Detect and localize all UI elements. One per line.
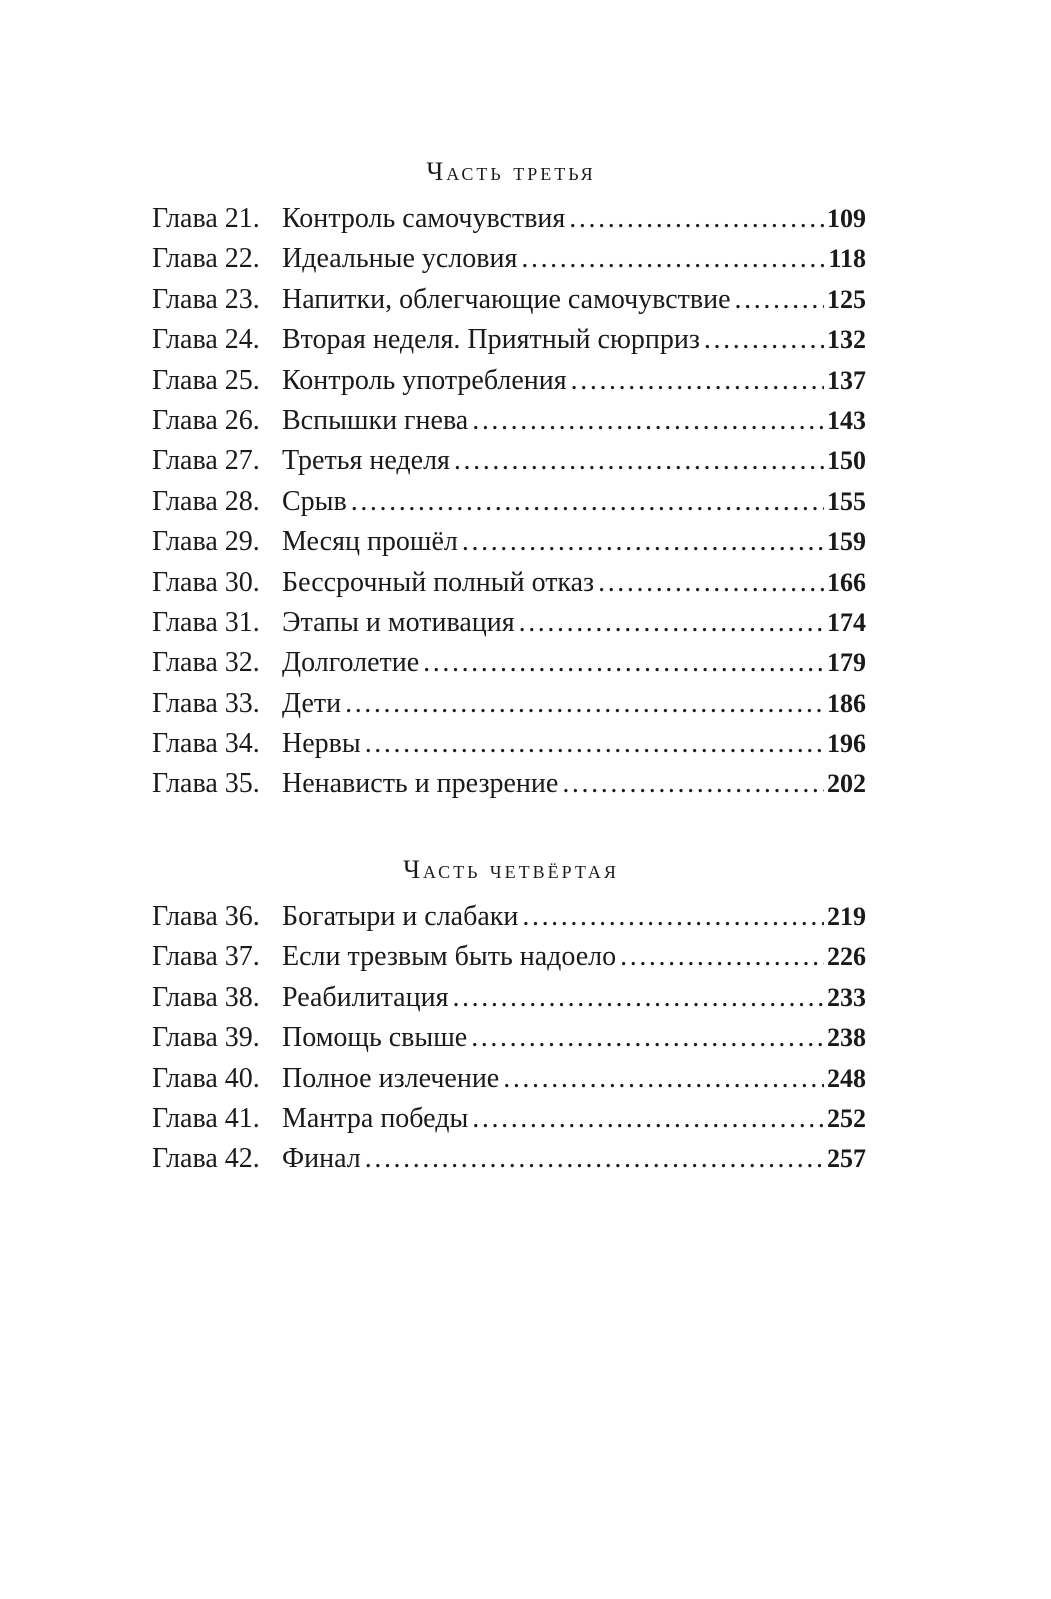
chapter-title: Если трезвым быть надоело xyxy=(282,941,617,973)
dot-leader xyxy=(562,764,824,804)
chapter-title: Помощь свыше xyxy=(282,1022,468,1054)
toc-entry[interactable] xyxy=(152,361,866,401)
chapter-number: Глава 34. xyxy=(152,728,260,760)
chapter-number: Глава 32. xyxy=(152,647,260,679)
page-number: 226 xyxy=(827,942,866,972)
dot-leader xyxy=(462,522,824,562)
toc-entry[interactable] xyxy=(152,764,866,804)
chapter-title: Долголетие xyxy=(282,647,420,679)
page-number: 150 xyxy=(827,446,866,476)
toc-entry[interactable] xyxy=(152,1099,866,1139)
chapter-title: Богатыри и слабаки xyxy=(282,901,519,932)
dot-leader xyxy=(365,1139,824,1179)
chapter-number: Глава 28. xyxy=(152,485,260,517)
chapter-title: Срыв xyxy=(282,485,347,517)
toc-entry[interactable] xyxy=(152,1139,866,1179)
page-number: 233 xyxy=(827,982,866,1012)
part-title: Часть четвёртая xyxy=(403,855,619,884)
page-number: 252 xyxy=(827,1103,866,1133)
part-three-section xyxy=(152,155,866,805)
toc-entry[interactable] xyxy=(152,978,866,1018)
dot-leader xyxy=(522,897,824,937)
chapter-number: Глава 24. xyxy=(152,324,260,356)
chapter-list xyxy=(152,199,866,805)
page-number: 174 xyxy=(827,607,866,637)
page-number: 109 xyxy=(827,204,866,233)
chapter-title: Реабилитация xyxy=(282,981,449,1013)
chapter-number: Глава 22. xyxy=(152,243,260,275)
chapter-title: Финал xyxy=(282,1143,361,1175)
chapter-title: Напитки, облегчающие самочувствие xyxy=(282,283,731,315)
toc-entry[interactable] xyxy=(152,684,866,724)
toc-entry[interactable] xyxy=(152,441,866,481)
dot-leader xyxy=(472,401,824,441)
chapter-number: Глава 31. xyxy=(152,606,260,638)
toc-entry[interactable] xyxy=(152,724,866,764)
chapter-title: Идеальные условия xyxy=(282,243,518,275)
dot-leader xyxy=(452,978,824,1018)
part-four-section xyxy=(152,853,866,1180)
dot-leader xyxy=(471,1018,824,1058)
page-number: 137 xyxy=(827,365,866,395)
dot-leader xyxy=(620,937,824,977)
chapter-title: Контроль самочувствия xyxy=(282,203,566,234)
page-number: 143 xyxy=(827,405,866,435)
page-number: 186 xyxy=(827,688,866,718)
page-number: 132 xyxy=(827,325,866,355)
chapter-title: Вторая неделя. Приятный сюрприз xyxy=(282,324,700,356)
chapter-number: Глава 42. xyxy=(152,1143,260,1175)
toc-entry[interactable] xyxy=(152,280,866,320)
chapter-number: Глава 30. xyxy=(152,566,260,598)
toc-entry[interactable] xyxy=(152,482,866,522)
chapter-number: Глава 37. xyxy=(152,941,260,973)
chapter-number: Глава 23. xyxy=(152,283,260,315)
dot-leader xyxy=(569,199,824,239)
dot-leader xyxy=(704,320,824,360)
dot-leader xyxy=(571,361,824,401)
toc-entry[interactable] xyxy=(152,643,866,683)
chapter-number: Глава 21. xyxy=(152,203,260,234)
chapter-number: Глава 40. xyxy=(152,1062,260,1094)
dot-leader xyxy=(519,603,824,643)
toc-entry[interactable] xyxy=(152,239,866,279)
chapter-title: Бессрочный полный отказ xyxy=(282,566,595,598)
dot-leader xyxy=(454,441,824,481)
toc-entry[interactable] xyxy=(152,1059,866,1099)
chapter-title: Дети xyxy=(282,687,342,719)
chapter-title: Этапы и мотивация xyxy=(282,606,515,638)
toc-entry[interactable] xyxy=(152,320,866,360)
dot-leader xyxy=(521,239,825,279)
dot-leader xyxy=(735,280,824,320)
dot-leader xyxy=(423,643,824,683)
dot-leader xyxy=(503,1059,824,1099)
dot-leader xyxy=(472,1099,824,1139)
chapter-number: Глава 35. xyxy=(152,768,260,800)
dot-leader xyxy=(351,482,824,522)
chapter-title: Полное излечение xyxy=(282,1062,500,1094)
chapter-number: Глава 41. xyxy=(152,1102,260,1134)
chapter-title: Контроль употребления xyxy=(282,364,567,396)
chapter-number: Глава 26. xyxy=(152,404,260,436)
chapter-number: Глава 25. xyxy=(152,364,260,396)
dot-leader xyxy=(365,724,824,764)
page-number: 125 xyxy=(827,284,866,314)
toc-entry[interactable] xyxy=(152,563,866,603)
page-number: 238 xyxy=(827,1023,866,1053)
page-number: 202 xyxy=(827,769,866,799)
chapter-title: Ненависть и презрение xyxy=(282,768,559,800)
chapter-number: Глава 39. xyxy=(152,1022,260,1054)
page-number: 248 xyxy=(827,1063,866,1093)
page-number: 155 xyxy=(827,486,866,516)
page-number: 179 xyxy=(827,648,866,678)
chapter-number: Глава 33. xyxy=(152,687,260,719)
chapter-title: Нервы xyxy=(282,728,361,760)
chapter-title: Месяц прошёл xyxy=(282,526,458,558)
toc-entry[interactable] xyxy=(152,603,866,643)
toc-entry[interactable] xyxy=(152,199,866,239)
toc-entry[interactable] xyxy=(152,401,866,441)
page-number: 219 xyxy=(827,902,866,931)
page-number: 257 xyxy=(827,1144,866,1174)
dot-leader xyxy=(345,684,824,724)
chapter-number: Глава 36. xyxy=(152,901,260,932)
dot-leader xyxy=(598,563,824,603)
chapter-number: Глава 29. xyxy=(152,526,260,558)
chapter-number: Глава 38. xyxy=(152,981,260,1013)
chapter-number: Глава 27. xyxy=(152,445,260,477)
chapter-list xyxy=(152,897,866,1180)
chapter-title: Вспышки гнева xyxy=(282,404,469,436)
page-number: 166 xyxy=(827,567,866,597)
page-number: 118 xyxy=(828,244,866,274)
page-number: 159 xyxy=(827,527,866,557)
page-number: 196 xyxy=(827,729,866,759)
toc-entry[interactable] xyxy=(152,897,866,937)
part-title: Часть третья xyxy=(426,157,596,186)
toc-entry[interactable] xyxy=(152,1018,866,1058)
chapter-title: Третья неделя xyxy=(282,445,450,477)
toc-entry[interactable] xyxy=(152,937,866,977)
chapter-title: Мантра победы xyxy=(282,1102,469,1134)
toc-entry[interactable] xyxy=(152,522,866,562)
